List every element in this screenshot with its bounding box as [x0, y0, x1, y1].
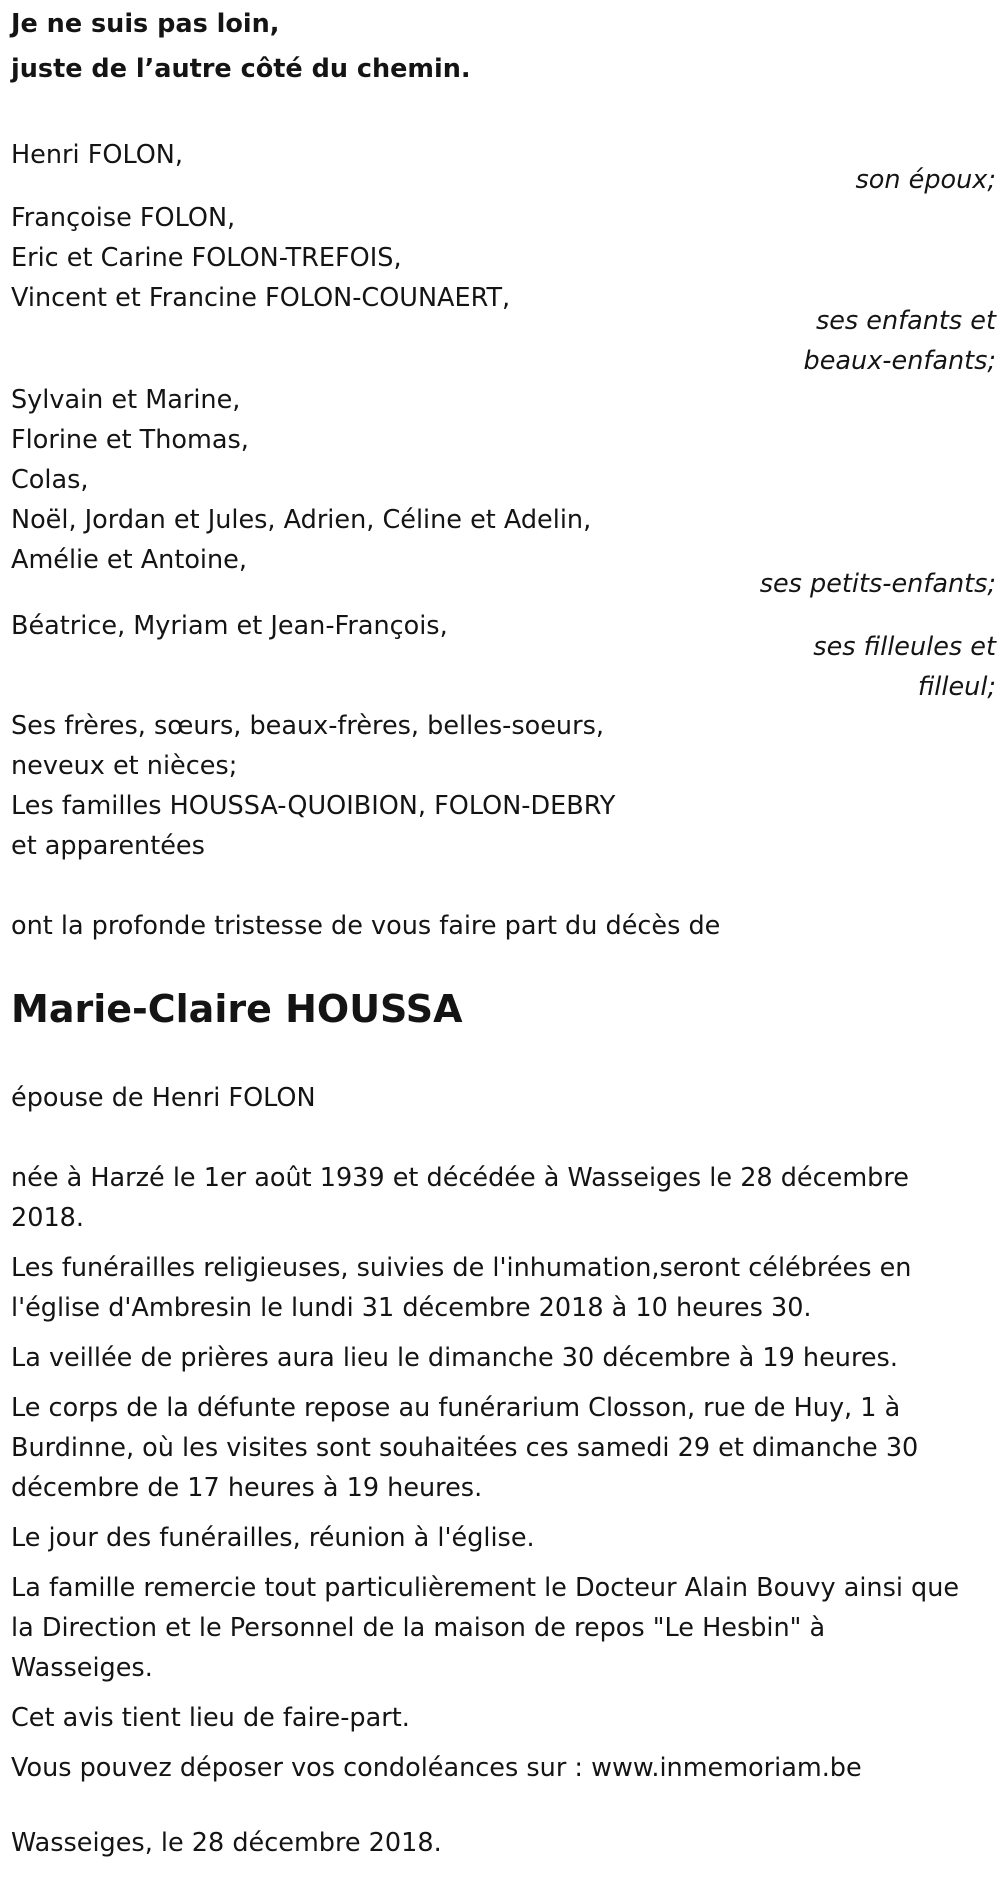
list-item: Colas, [11, 465, 89, 495]
children-role [11, 301, 996, 381]
deceased-name: Marie-Claire HOUSSA [11, 987, 463, 1031]
list-item: Eric et Carine FOLON-TREFOIS, [11, 243, 402, 273]
godchildren-role-line-1: ses filleules et [813, 632, 996, 662]
list-item: Ses frères, sœurs, beaux-frères, belles-soeurs, [11, 711, 604, 741]
list-item: Florine et Thomas, [11, 425, 249, 455]
list-item: Vincent et Francine FOLON-COUNAERT, [11, 283, 511, 313]
quote-line-2: juste de l’autre côté du chemin. [11, 54, 471, 84]
list-item: Noël, Jordan et Jules, Adrien, Céline et Adelin, [11, 505, 592, 535]
meeting-info: Le jour des funérailles, réunion à l'église. [11, 1523, 535, 1553]
list-item: Les familles HOUSSA-QUOIBION, FOLON-DEBRY [11, 791, 616, 821]
spouse-role: son époux; [855, 165, 996, 195]
details-block [11, 1158, 971, 1788]
other-relatives [11, 706, 615, 866]
list-item: Sylvain et Marine, [11, 385, 241, 415]
list-item: neveux et nièces; [11, 751, 238, 781]
grandchildren-role: ses petits-enfants; [759, 569, 996, 599]
list-item: et apparentées [11, 831, 205, 861]
godchildren-role-line-2: filleul; [917, 672, 996, 702]
thanks-info: La famille remercie tout particulièrement le Docteur Alain Bouvy ainsi que la Direction et le Personnel de la maison de repos "Le Hesbin" à Wasseiges. [11, 1573, 960, 1683]
deceased-spouse-of: épouse de Henri FOLON [11, 1083, 316, 1113]
closing-place-date: Wasseiges, le 28 décembre 2018. [11, 1828, 442, 1858]
announcement-text: ont la profonde tristesse de vous faire part du décès de [11, 911, 721, 941]
children-role-line-1: ses enfants et [815, 306, 996, 336]
quote-line-1: Je ne suis pas loin, [11, 9, 280, 39]
vigil-info: La veillée de prières aura lieu le dimanche 30 décembre à 19 heures. [11, 1343, 898, 1373]
godchildren-role [11, 627, 996, 707]
list-item: Françoise FOLON, [11, 203, 236, 233]
godchildren-names: Béatrice, Myriam et Jean-François, [11, 611, 448, 641]
children-role-line-2: beaux-enfants; [803, 346, 996, 376]
spouse-name: Henri FOLON, [11, 140, 183, 170]
notice-info: Cet avis tient lieu de faire-part. [11, 1703, 410, 1733]
funerarium-info: Le corps de la défunte repose au funérarium Closson, rue de Huy, 1 à Burdinne, où les visites sont souhaitées ces samedi 29 et dimanche 30 décembre de 17 heures à 19 heures. [11, 1393, 919, 1503]
funeral-info: Les funérailles religieuses, suivies de l'inhumation,seront célébrées en l'église d'Ambresin le lundi 31 décembre 2018 à 10 heures 30. [11, 1253, 912, 1323]
list-item: Amélie et Antoine, [11, 545, 247, 575]
children-list [11, 198, 510, 318]
birth-death-info: née à Harzé le 1er août 1939 et décédée à Wasseiges le 28 décembre 2018. [11, 1163, 909, 1233]
grandchildren-list [11, 380, 591, 580]
condolences-info: Vous pouvez déposer vos condoléances sur : www.inmemoriam.be [11, 1753, 862, 1783]
opening-quote [11, 2, 471, 92]
